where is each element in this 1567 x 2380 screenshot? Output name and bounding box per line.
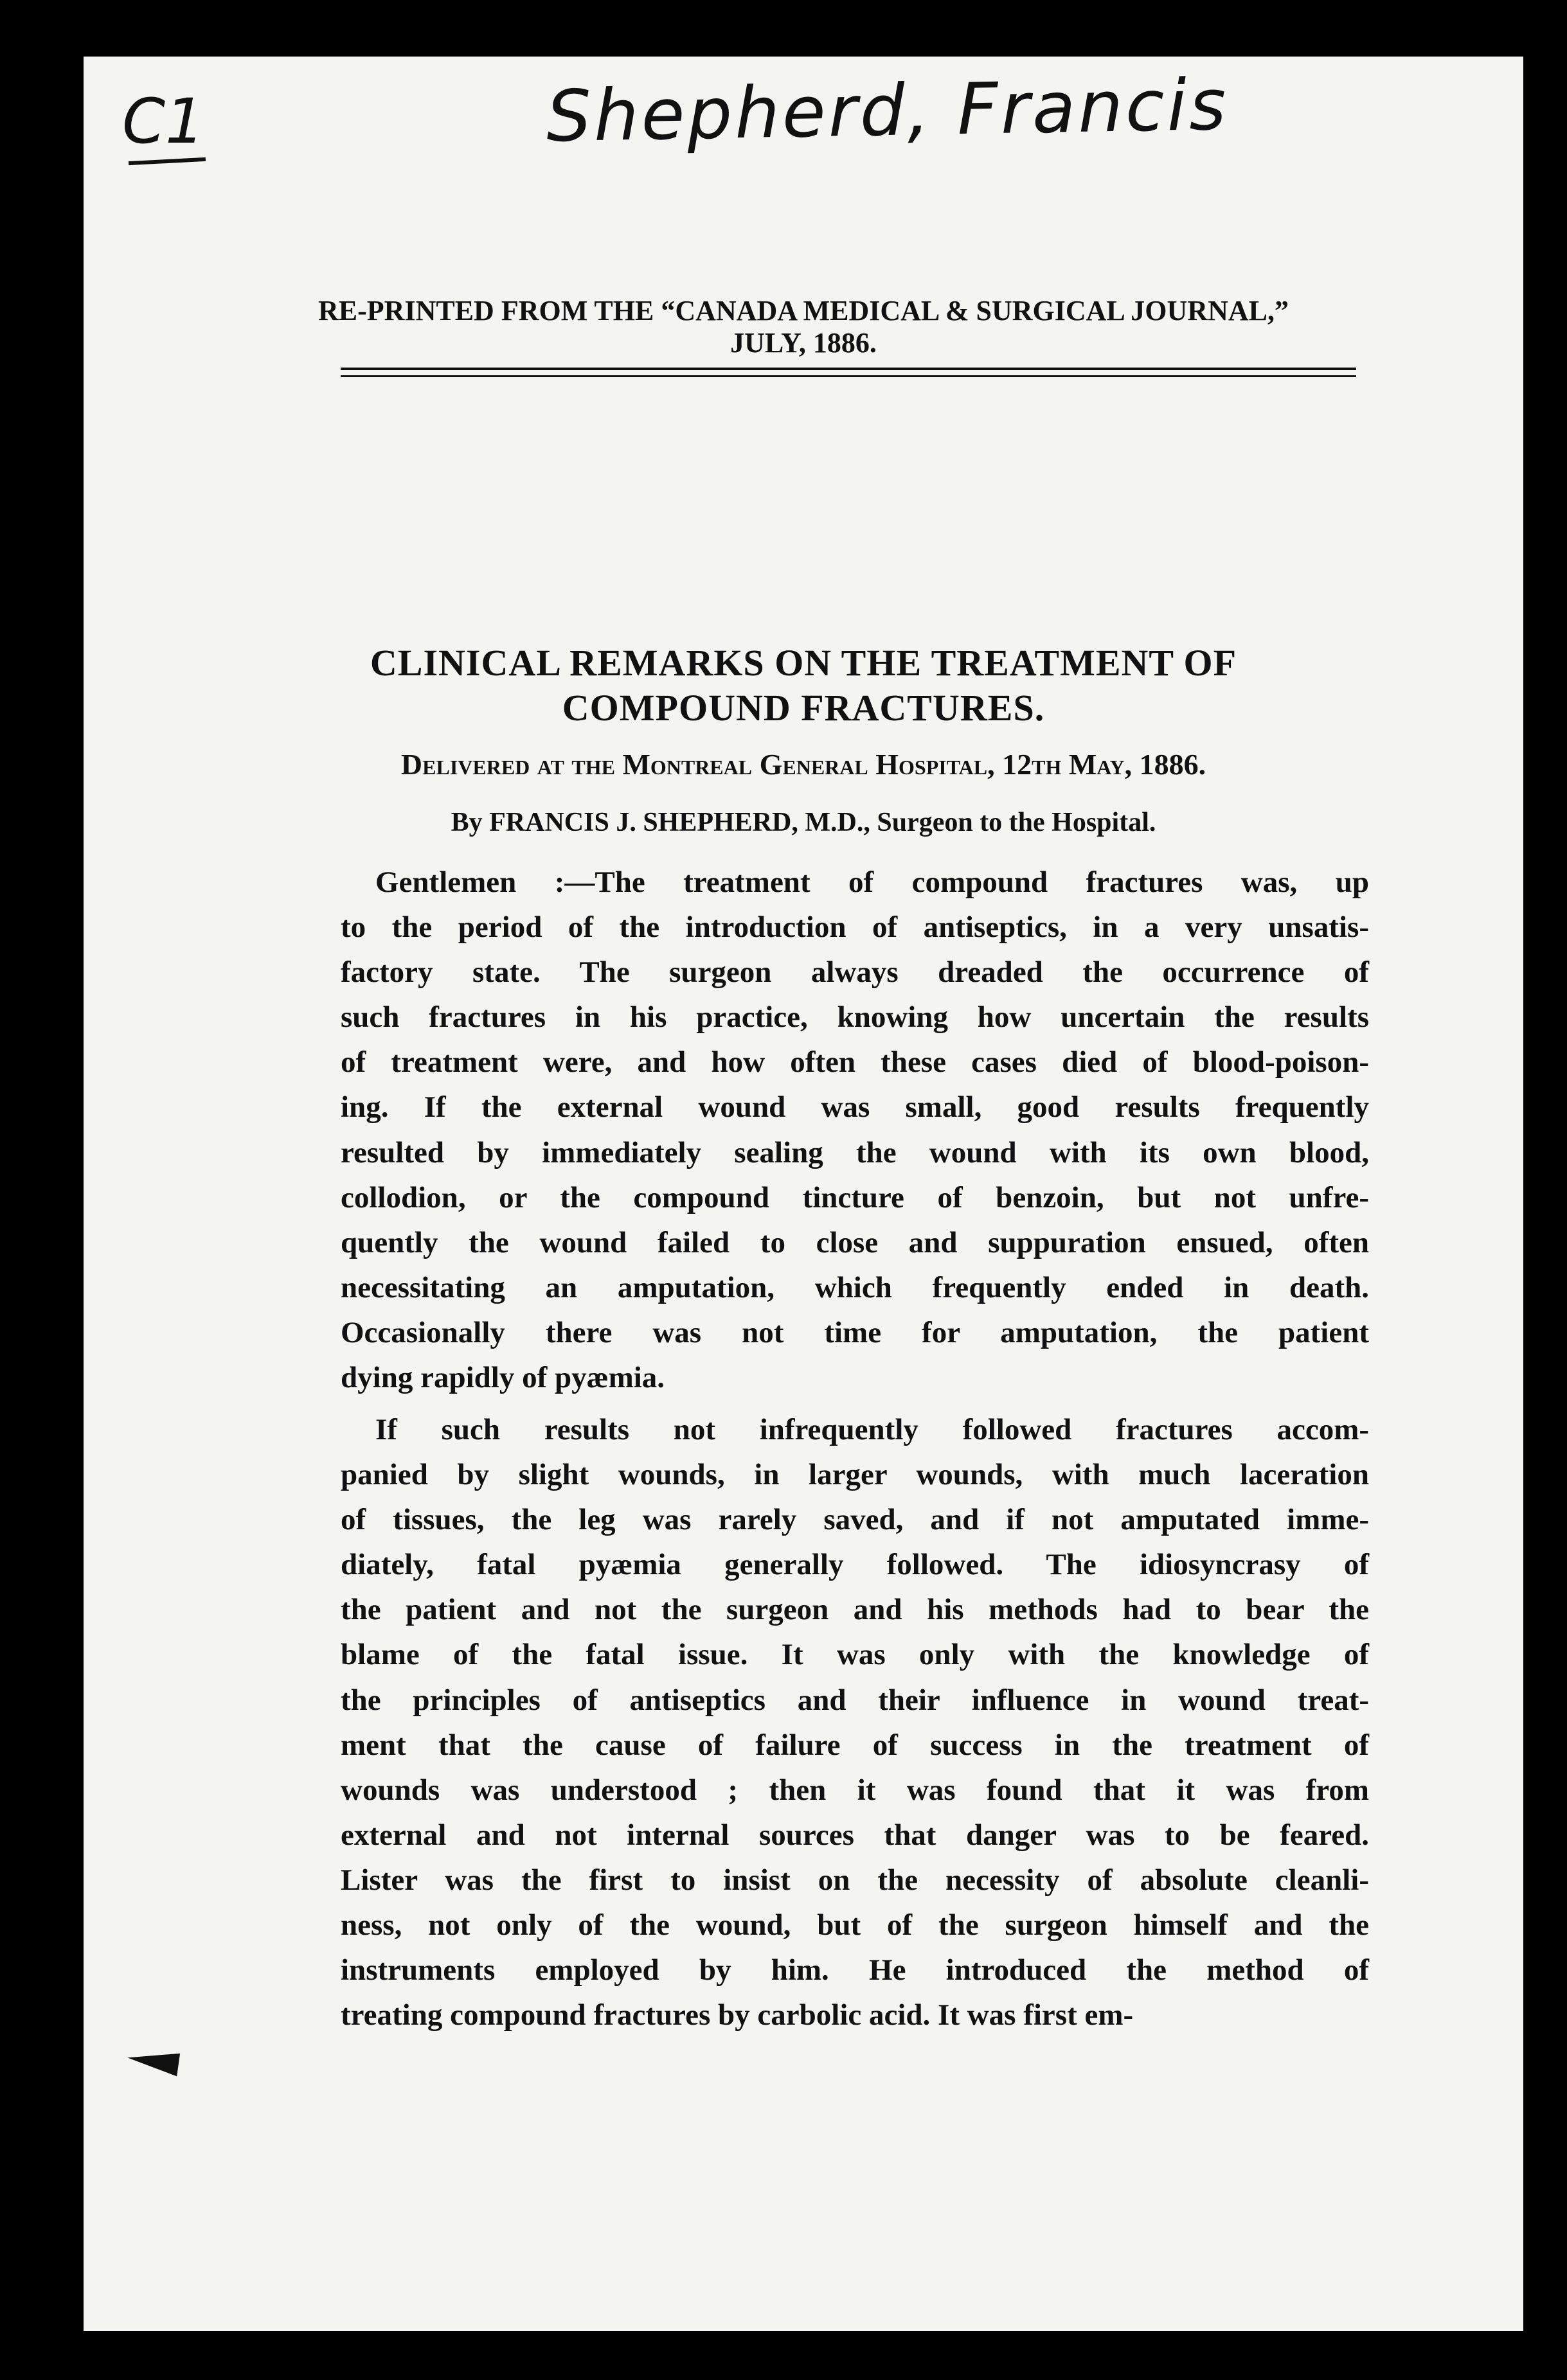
text-line: collodion, or the compound tincture of benzoin, but not unfre- (341, 1180, 1369, 1214)
text-line: ment that the cause of failure of success in the treatment of (341, 1728, 1369, 1762)
text-line: of tissues, the leg was rarely saved, and if not amputated imme- (341, 1503, 1369, 1537)
text-line: ing. If the external wound was small, good results frequently (341, 1090, 1369, 1124)
text-line: If such results not infrequently followed fractures accom- (375, 1413, 1369, 1446)
text-line: quently the wound failed to close and suppuration ensued, often (341, 1225, 1369, 1259)
text-line: resulted by immediately sealing the wound with its own blood, (341, 1135, 1369, 1169)
text-line: dying rapidly of pyæmia. (341, 1361, 665, 1395)
body-paragraph-1 (341, 860, 1369, 1400)
text-line: diately, fatal pyæmia generally followed. The idiosyncrasy of (341, 1548, 1369, 1582)
body-paragraph-2 (341, 1407, 1369, 2038)
text-line: factory state. The surgeon always dreaded the occurrence of (341, 955, 1369, 990)
reprint-date: JULY, 1886. (730, 327, 877, 359)
text-line: panied by slight wounds, in larger wounds, with much laceration (341, 1458, 1369, 1492)
text-line: Lister was the first to insist on the necessity of absolute cleanli- (341, 1863, 1369, 1897)
text-line: to the period of the introduction of antiseptics, in a very unsatis- (341, 910, 1369, 945)
handwritten-call-number: C1 (122, 85, 205, 157)
text-line: the principles of antiseptics and their influence in wound treat- (341, 1683, 1369, 1717)
document-page (84, 57, 1523, 2331)
text-line: treating compound fractures by carbolic acid. It was first em- (341, 1998, 1134, 2032)
text-line: Occasionally there was not time for amputation, the patient (341, 1315, 1369, 1349)
text-line: necessitating an amputation, which frequently ended in death. (341, 1270, 1369, 1304)
text-line: Gentlemen :—The treatment of compound fractures was, up (375, 866, 1369, 899)
article-title-line-2: COMPOUND FRACTURES. (562, 687, 1045, 729)
header-rule-thin (341, 375, 1356, 377)
text-line: such fractures in his practice, knowing how uncertain the results (341, 1000, 1369, 1035)
article-byline: By FRANCIS J. SHEPHERD, M.D., Surgeon to the Hospital. (451, 808, 1156, 837)
text-line: wounds was understood ; then it was found that it was from (341, 1773, 1369, 1807)
call-number-underline (129, 157, 206, 165)
text-line: the patient and not the surgeon and his methods had to bear the (341, 1593, 1369, 1627)
text-line: of treatment were, and how often these cases died of blood-poison- (341, 1045, 1369, 1079)
text-line: blame of the fatal issue. It was only with the knowledge of (341, 1638, 1369, 1672)
text-line: instruments employed by him. He introduced the method of (341, 1953, 1369, 1987)
text-line: ness, not only of the wound, but of the surgeon himself and the (341, 1908, 1369, 1942)
header-rule-thick (341, 368, 1356, 370)
article-subtitle: Delivered at the Montreal General Hospital, 12th May, 1886. (400, 748, 1206, 781)
handwritten-author-name: Shepherd, Francis (545, 63, 1230, 158)
reprint-notice: RE-PRINTED FROM THE “CANADA MEDICAL & SURGICAL JOURNAL,” (318, 295, 1289, 326)
article-title-line-1: CLINICAL REMARKS ON THE TREATMENT OF (370, 642, 1237, 684)
text-line: external and not internal sources that danger was to be feared. (341, 1818, 1369, 1852)
